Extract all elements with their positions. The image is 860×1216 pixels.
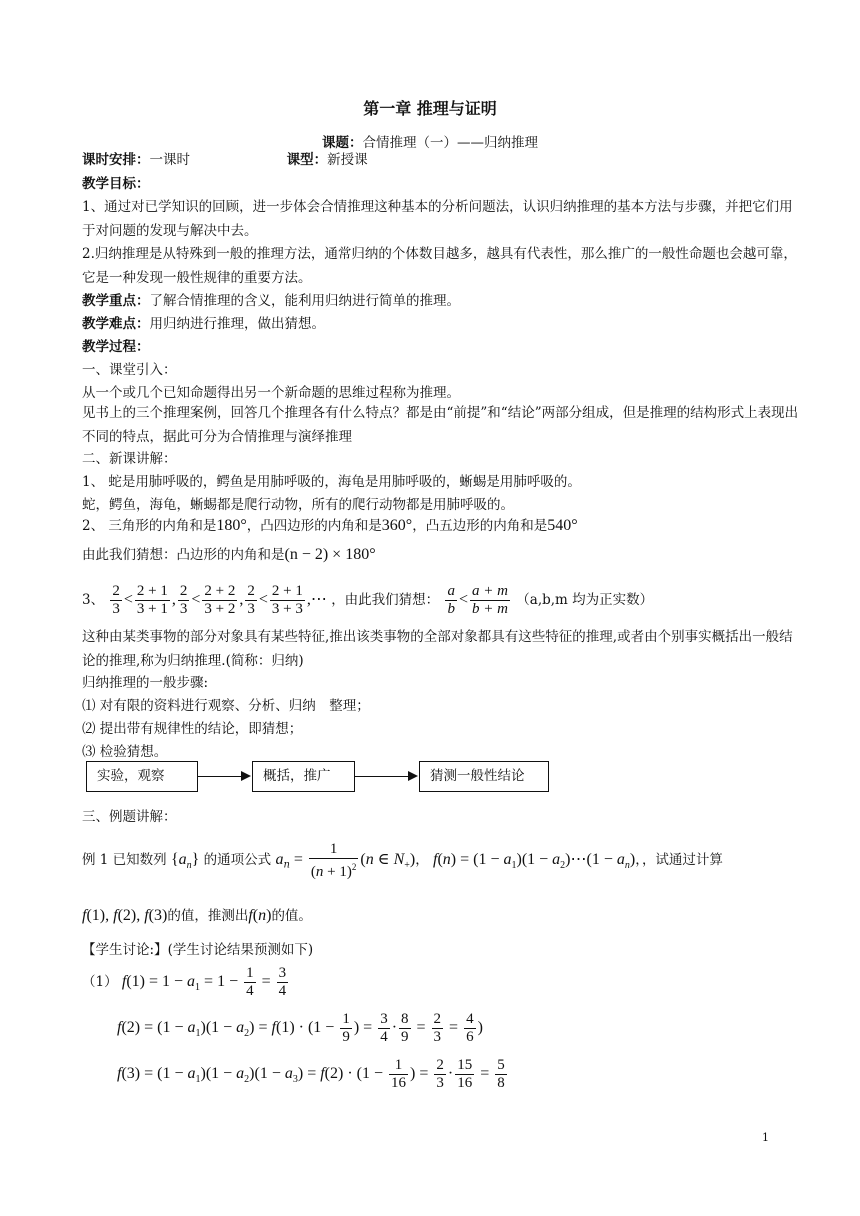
key-label: 教学重点： <box>82 293 150 309</box>
step-1: ⑴ 对有限的资料进行观察、分析、归纳 整理； <box>82 698 370 714</box>
example-2-mid2: ，凸五边形的内角和是 <box>412 518 548 534</box>
chapter-title: 第一章 推理与证明 <box>363 99 497 118</box>
example-2-pre: 2、 三角形的内角和是 <box>82 518 217 534</box>
fraction: $\frac{2 + 1}{3 + 3}$ <box>271 583 303 617</box>
fraction: $\frac{15}{16}$ <box>457 1057 473 1091</box>
calc-f2: $f(2) = (1 - a_1)(1 - a_2) = f(1) \cdot (1$ − $\frac{1}{9}$ ) = $\frac{3}{4}$ · $\frac{8}{9}$ = $\frac{2}{3}$ = $\frac{4}{6}$ ) <box>117 1011 483 1045</box>
goals-heading: 教学目标： <box>82 176 150 192</box>
guess-polygon <box>82 545 800 565</box>
guess-formula: (n − 2) × 180° <box>284 546 376 563</box>
example-line2-end: 的值。 <box>271 908 312 924</box>
angle-540: 540° <box>547 517 578 534</box>
fraction: $\frac{1}{16}$ <box>391 1057 407 1091</box>
goal-1: 1、通过对已学知识的回顾，进一步体会合情推理这种基本的分析问题法，认识归纳推理的基本方法与步骤，并把它们用于对问题的发现与解决中去。 <box>82 199 793 239</box>
example-1b: 蛇，鳄鱼，海龟，蜥蜴都是爬行动物，所有的爬行动物都是用肺呼吸的。 <box>82 497 514 513</box>
arrow-head-icon <box>241 771 251 781</box>
intro-1: 从一个或几个已知命题得出另一个新命题的思维过程称为推理。 <box>82 385 460 401</box>
fraction: $\frac{3}{4}$ <box>380 1011 388 1045</box>
calc-number: （1） <box>82 974 118 990</box>
example-problem-mid: 的通项公式 <box>203 852 272 868</box>
discussion-label: 【学生讨论:】 <box>82 942 168 958</box>
fraction: $\frac{3}{4}$ <box>278 965 287 999</box>
section-2-heading: 二、新课讲解： <box>82 451 177 467</box>
flow-box-conjecture: 猜测一般性结论 <box>419 761 549 792</box>
lesson-subtitle <box>0 131 860 151</box>
discussion-line <box>82 940 800 960</box>
key-point <box>82 291 800 311</box>
example-2-mid1: ，凸四边形的内角和是 <box>246 518 382 534</box>
fraction: $\frac{2}{3}$ <box>112 583 120 617</box>
example-1a: 1、 蛇是用肺呼吸的，鳄鱼是用肺呼吸的，海龟是用肺呼吸的，蜥蜴是用肺呼吸的。 <box>82 474 581 490</box>
schedule-value: 一课时 <box>149 152 190 168</box>
definition-text: 这种由某类事物的部分对象具有某些特征,推出该类事物的全部对象都具有这些特征的推理,或者由个别事实概括出一般结论的推理,称为归纳推理.(简称：归纳) <box>82 629 793 669</box>
example-2 <box>82 516 800 536</box>
fraction: $\frac{4}{6}$ <box>466 1011 474 1045</box>
example-line2-text: 的值，推测出 <box>167 908 249 924</box>
fraction: $\frac{2 + 2}{3 + 2}$ <box>204 583 236 617</box>
fraction: $\frac{2}{3}$ <box>436 1057 444 1091</box>
flow-arrow <box>355 776 409 777</box>
example-problem: 例 1 已知数列 $\{a_n\}$ 的通项公式 $a_n$ = $\frac{1}{(n + 1)^2}$ (n ∈ $N_+$)， $f(n) = (1 - a_1)(1$ − $a_2)\cdots(1 - a_n)$，，试通过计算 <box>82 840 723 880</box>
example-problem-line2: f(1), f(2), f(3)的值，推测出f(n)的值。 <box>82 907 312 924</box>
example-problem-end: ，试通过计算 <box>641 852 723 868</box>
calc-f3: $f(3) = (1 - a_1)(1 - a_2)(1 - a_3) = f(2) \cdot (1$ − $\frac{1}{16}$ ) = $\frac{2}{3}$ · $\frac{15}{16}$ = $\frac{5}{8}$ <box>117 1057 505 1091</box>
fraction: $\frac{a + m}{b + m}$ <box>472 583 508 617</box>
fraction: $\frac{2 + 1}{3 + 1}$ <box>136 583 168 617</box>
type-label: 课型： <box>286 152 328 168</box>
fraction: $\frac{2}{3}$ <box>179 583 188 617</box>
flow-box-generalize: 概括，推广 <box>252 761 355 792</box>
subtitle-label: 课题： <box>322 135 363 151</box>
example-3: 3、 $\frac{2}{3}$ < $\frac{2 + 1}{3 + 1}$ , $\frac{2}{3}$ < $\frac{2 + 2}{3 + 2}$ , $\frac{2}{3}$ < $\frac{2 + 1}{3 + 3}$ ,⋯ ，由此我们猜想： $\frac{a}{b}$ < $\frac{a + m}{b + m}$ （a,b,m 均为正实数） <box>82 583 654 617</box>
difficult-text: 用归纳进行推理，做出猜想。 <box>149 316 325 332</box>
flow-arrow <box>198 776 242 777</box>
fraction: $\frac{a}{b}$ <box>447 583 455 617</box>
fraction: $\frac{1}{4}$ <box>246 965 254 999</box>
schedule-label: 课时安排： <box>82 152 150 168</box>
difficult-point <box>82 314 800 334</box>
arrow-head-icon <box>408 771 418 781</box>
intro-2: 见书上的三个推理案例，回答几个推理各有什么特点？都是由“前提”和“结论”两部分组成，但是推理的结构形式上表现出不同的特点，据此可分为合情推理与演绎推理 <box>82 405 799 445</box>
key-text: 了解合情推理的含义，能利用归纳进行简单的推理。 <box>149 293 460 309</box>
fraction: $\frac{1}{9}$ <box>342 1011 350 1045</box>
section-3-heading: 三、例题讲解： <box>82 809 177 825</box>
calc-f1: （1） $f(1) = 1 - a_1 = 1$ − $\frac{1}{4}$ = $\frac{3}{4}$ <box>82 965 287 999</box>
goal-2: 2.归纳推理是从特殊到一般的推理方法，通常归纳的个体数目越多，越具有代表性，那么推广的一般性命题也会越可靠，它是一种发现一般性规律的重要方法。 <box>82 246 797 286</box>
example-3-pre: 3、 <box>82 592 105 608</box>
page-number: 1 <box>762 1131 769 1144</box>
steps-heading: 归纳推理的一般步骤: <box>82 675 209 691</box>
fraction: $\frac{2}{3}$ <box>247 583 255 617</box>
fraction: $\frac{2}{3}$ <box>433 1011 442 1045</box>
schedule-line <box>82 150 800 170</box>
guess-pre: 由此我们猜想：凸边形的内角和是 <box>82 547 285 563</box>
discussion-text: (学生讨论结果预测如下) <box>167 942 314 958</box>
flow-box-observe: 实验，观察 <box>86 761 198 792</box>
difficult-label: 教学难点： <box>82 316 150 332</box>
fraction: $\frac{1}{(n + 1)^2}$ <box>310 840 357 880</box>
angle-180: 180° <box>216 517 247 534</box>
fraction: $\frac{8}{9}$ <box>401 1011 409 1045</box>
step-2: ⑵ 提出带有规律性的结论，即猜想； <box>82 721 303 737</box>
section-1-heading: 一、课堂引入： <box>82 362 177 378</box>
step-3: ⑶ 检验猜想。 <box>82 744 168 760</box>
type-value: 新授课 <box>327 152 368 168</box>
angle-360: 360° <box>381 517 413 534</box>
example-3-condition: （a,b,m 均为正实数） <box>516 592 654 608</box>
example-problem-pre: 例 1 已知数列 <box>82 852 167 868</box>
subtitle-text: 合情推理（一）——归纳推理 <box>362 135 538 151</box>
process-heading: 教学过程： <box>82 339 150 355</box>
fraction: $\frac{5}{8}$ <box>497 1057 505 1091</box>
example-3-mid: ，由此我们猜想： <box>331 592 440 608</box>
